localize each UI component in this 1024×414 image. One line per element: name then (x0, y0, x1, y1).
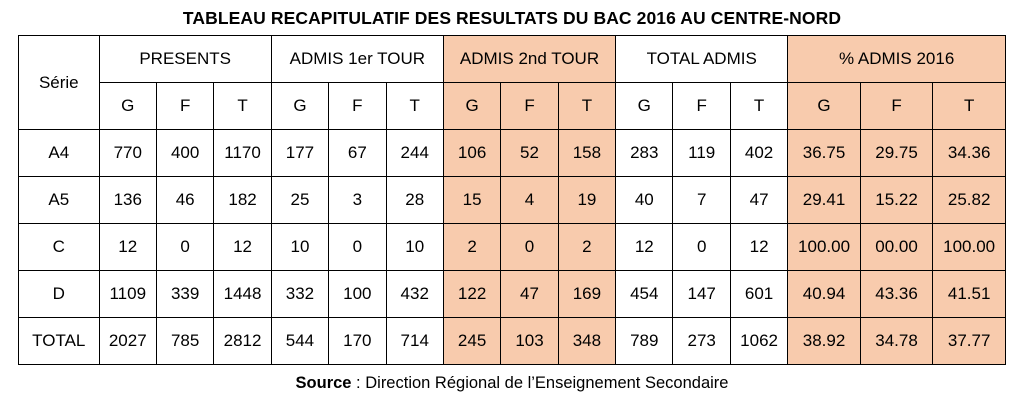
cell-admis1-f: 100 (329, 271, 386, 318)
cell-presents-t: 182 (214, 177, 271, 224)
row-serie-label: C (19, 224, 100, 271)
cell-pct-g: 40.94 (788, 271, 861, 318)
cell-admis2-t: 158 (558, 130, 615, 177)
cell-total-g: 40 (616, 177, 673, 224)
subheader-pct-t: T (933, 83, 1006, 130)
cell-admis2-f: 0 (501, 224, 558, 271)
total-admis1-g: 544 (271, 318, 328, 365)
cell-pct-f: 00.00 (860, 224, 933, 271)
page-title: TABLEAU RECAPITULATIF DES RESULTATS DU BAC 2016 AU CENTRE-NORD (182, 8, 842, 28)
table-sub-header-row (19, 83, 1006, 130)
total-admis2-f: 103 (501, 318, 558, 365)
subheader-admis2-g: G (443, 83, 500, 130)
cell-admis1-t: 28 (386, 177, 443, 224)
subheader-admis2-t: T (558, 83, 615, 130)
table-row (19, 130, 1006, 177)
cell-admis2-f: 47 (501, 271, 558, 318)
total-admis1-t: 714 (386, 318, 443, 365)
header-admis-2nd-tour: ADMIS 2nd TOUR (443, 36, 615, 83)
cell-presents-f: 0 (156, 224, 213, 271)
cell-admis2-g: 15 (443, 177, 500, 224)
cell-total-t: 47 (730, 177, 787, 224)
subheader-pct-g: G (788, 83, 861, 130)
cell-admis1-f: 67 (329, 130, 386, 177)
subheader-total-t: T (730, 83, 787, 130)
total-total-t: 1062 (730, 318, 787, 365)
cell-total-f: 147 (673, 271, 730, 318)
cell-presents-g: 770 (99, 130, 156, 177)
subheader-total-g: G (616, 83, 673, 130)
total-admis1-f: 170 (329, 318, 386, 365)
source-line (0, 365, 1024, 393)
cell-pct-t: 34.36 (933, 130, 1006, 177)
header-total-admis: TOTAL ADMIS (616, 36, 788, 83)
total-admis2-g: 245 (443, 318, 500, 365)
cell-admis2-t: 2 (558, 224, 615, 271)
subheader-presents-t: T (214, 83, 271, 130)
source-text: Direction Régional de l’Enseignement Secondaire (365, 374, 729, 392)
cell-admis1-t: 10 (386, 224, 443, 271)
total-admis2-t: 348 (558, 318, 615, 365)
subheader-presents-g: G (99, 83, 156, 130)
cell-presents-t: 1170 (214, 130, 271, 177)
cell-pct-f: 15.22 (860, 177, 933, 224)
cell-total-g: 454 (616, 271, 673, 318)
cell-pct-g: 100.00 (788, 224, 861, 271)
cell-admis2-t: 19 (558, 177, 615, 224)
cell-admis2-t: 169 (558, 271, 615, 318)
cell-pct-t: 25.82 (933, 177, 1006, 224)
cell-pct-f: 29.75 (860, 130, 933, 177)
subheader-total-f: F (673, 83, 730, 130)
cell-admis2-f: 4 (501, 177, 558, 224)
cell-presents-f: 46 (156, 177, 213, 224)
cell-presents-g: 1109 (99, 271, 156, 318)
cell-presents-f: 400 (156, 130, 213, 177)
cell-admis1-t: 244 (386, 130, 443, 177)
total-presents-f: 785 (156, 318, 213, 365)
cell-total-f: 0 (673, 224, 730, 271)
subheader-pct-f: F (860, 83, 933, 130)
table-row (19, 271, 1006, 318)
row-serie-label: D (19, 271, 100, 318)
total-total-f: 273 (673, 318, 730, 365)
total-pct-t: 37.77 (933, 318, 1006, 365)
cell-admis1-g: 177 (271, 130, 328, 177)
total-presents-t: 2812 (214, 318, 271, 365)
cell-admis1-f: 0 (329, 224, 386, 271)
cell-presents-t: 1448 (214, 271, 271, 318)
results-table (18, 35, 1006, 365)
cell-admis1-g: 25 (271, 177, 328, 224)
cell-pct-g: 36.75 (788, 130, 861, 177)
total-presents-g: 2027 (99, 318, 156, 365)
total-row-label: TOTAL (19, 318, 100, 365)
header-serie: Série (19, 36, 100, 130)
cell-admis2-g: 2 (443, 224, 500, 271)
cell-admis1-g: 332 (271, 271, 328, 318)
table-total-row (19, 318, 1006, 365)
total-pct-f: 34.78 (860, 318, 933, 365)
row-serie-label: A4 (19, 130, 100, 177)
row-serie-label: A5 (19, 177, 100, 224)
total-pct-g: 38.92 (788, 318, 861, 365)
cell-total-g: 283 (616, 130, 673, 177)
cell-total-g: 12 (616, 224, 673, 271)
cell-admis2-g: 122 (443, 271, 500, 318)
table-row (19, 177, 1006, 224)
cell-presents-t: 12 (214, 224, 271, 271)
subheader-admis1-t: T (386, 83, 443, 130)
cell-admis1-g: 10 (271, 224, 328, 271)
subheader-admis1-g: G (271, 83, 328, 130)
cell-admis1-f: 3 (329, 177, 386, 224)
subheader-admis1-f: F (329, 83, 386, 130)
cell-total-t: 601 (730, 271, 787, 318)
cell-total-f: 7 (673, 177, 730, 224)
cell-presents-f: 339 (156, 271, 213, 318)
cell-pct-f: 43.36 (860, 271, 933, 318)
cell-total-t: 402 (730, 130, 787, 177)
total-total-g: 789 (616, 318, 673, 365)
cell-total-f: 119 (673, 130, 730, 177)
subheader-admis2-f: F (501, 83, 558, 130)
table-row (19, 224, 1006, 271)
table-container (0, 35, 1024, 365)
header-admis-1er-tour: ADMIS 1er TOUR (271, 36, 443, 83)
cell-admis1-t: 432 (386, 271, 443, 318)
source-label: Source (295, 374, 352, 392)
cell-admis2-g: 106 (443, 130, 500, 177)
cell-presents-g: 12 (99, 224, 156, 271)
cell-admis2-f: 52 (501, 130, 558, 177)
cell-pct-g: 29.41 (788, 177, 861, 224)
subheader-presents-f: F (156, 83, 213, 130)
cell-total-t: 12 (730, 224, 787, 271)
cell-pct-t: 100.00 (933, 224, 1006, 271)
header-presents: PRESENTS (99, 36, 271, 83)
cell-presents-g: 136 (99, 177, 156, 224)
source-separator: : (351, 374, 366, 392)
header-pct-admis-2016: % ADMIS 2016 (788, 36, 1006, 83)
cell-pct-t: 41.51 (933, 271, 1006, 318)
table-group-header-row (19, 36, 1006, 83)
